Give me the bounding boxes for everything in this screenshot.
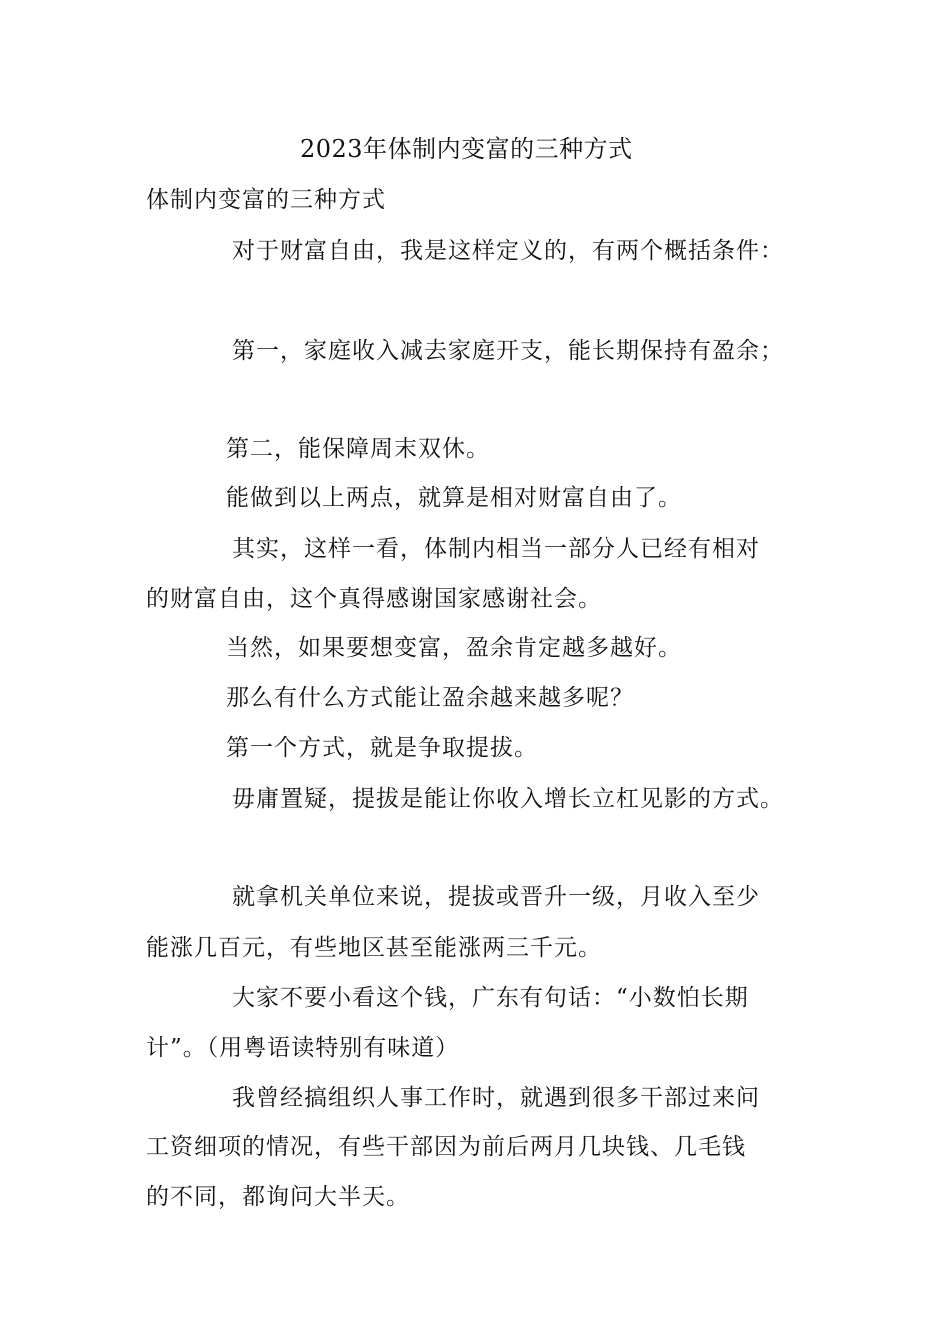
paragraph-line: 能做到以上两点，就算是相对财富自由了。 bbox=[226, 485, 682, 511]
paragraph-line: 第一个方式，就是争取提拔。 bbox=[226, 735, 538, 761]
paragraph-line: 工资细项的情况，有些干部因为前后两月几块钱、几毛钱 bbox=[146, 1134, 746, 1160]
paragraph-line: 能涨几百元，有些地区甚至能涨两三千元。 bbox=[146, 935, 602, 961]
paragraph-line: 的不同，都询问大半天。 bbox=[146, 1184, 410, 1210]
paragraph-line: 对于财富自由，我是这样定义的，有两个概括条件： bbox=[232, 238, 784, 264]
paragraph-line: 计”。（用粤语读特别有味道） bbox=[146, 1035, 460, 1061]
paragraph-line: 第一，家庭收入减去家庭开支，能长期保持有盈余； bbox=[232, 338, 784, 364]
paragraph-line: 其实，这样一看，体制内相当一部分人已经有相对 bbox=[232, 536, 760, 562]
paragraph-line: 当然，如果要想变富，盈余肯定越多越好。 bbox=[226, 635, 682, 661]
document-subtitle: 体制内变富的三种方式 bbox=[146, 187, 386, 213]
paragraph-line: 那么有什么方式能让盈余越来越多呢？ bbox=[226, 685, 634, 711]
paragraph-line: 大家不要小看这个钱，广东有句话：“小数怕长期 bbox=[232, 985, 749, 1011]
document-title: 2023年体制内变富的三种方式 bbox=[300, 135, 633, 163]
paragraph-line: 的财富自由，这个真得感谢国家感谢社会。 bbox=[146, 586, 602, 612]
paragraph-line: 就拿机关单位来说，提拔或晋升一级，月收入至少 bbox=[232, 884, 760, 910]
paragraph-line: 我曾经搞组织人事工作时，就遇到很多干部过来问 bbox=[232, 1085, 760, 1111]
paragraph-line: 第二，能保障周末双休。 bbox=[226, 436, 490, 462]
paragraph-line: 毋庸置疑，提拔是能让你收入增长立杠见影的方式。 bbox=[232, 786, 784, 812]
